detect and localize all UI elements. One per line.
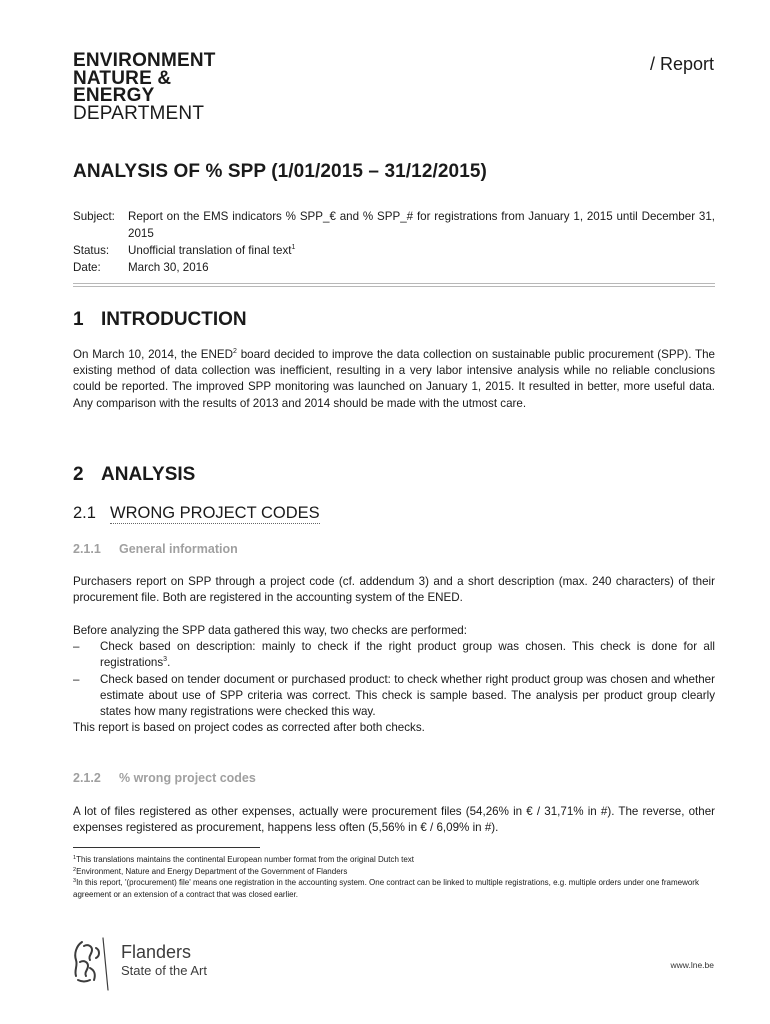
flanders-logo-tagline: State of the Art — [121, 963, 207, 978]
heading-number: 2 — [73, 464, 84, 485]
report-title: ANALYSIS OF % SPP (1/01/2015 – 31/12/2015) — [73, 161, 487, 182]
footnote-text: Environment, Nature and Energy Department of the Government of Flanders — [76, 866, 348, 876]
introduction-paragraph — [73, 347, 715, 412]
basis-statement: This report is based on project codes as corrected after both checks. — [73, 721, 425, 735]
heading-text: % wrong project codes — [119, 771, 256, 785]
check-description-text: Check based on description: mainly to check if the right product group was chosen. This check is done for all registrations — [100, 640, 715, 670]
heading-number: 2.1 — [73, 504, 96, 522]
department-line-4: DEPARTMENT — [73, 102, 205, 124]
heading-text: ANALYSIS — [101, 464, 196, 485]
status-value: Unofficial translation of final text — [128, 244, 292, 257]
intro-text-a: On March 10, 2014, the ENED — [73, 348, 234, 361]
department-line-3: ENERGY — [73, 85, 155, 106]
subject-label: Subject: — [73, 210, 115, 223]
check-description-end: . — [167, 656, 171, 670]
footnote-2 — [73, 866, 715, 878]
footnote-ref-2[interactable]: 2 — [233, 348, 237, 355]
checks-list — [73, 639, 715, 720]
status-value-wrap — [128, 242, 715, 259]
footnote-1 — [73, 854, 715, 866]
footnote-number: 2 — [73, 866, 77, 873]
footnote-ref-3[interactable]: 3 — [163, 656, 168, 664]
date-value: March 30, 2016 — [128, 261, 209, 274]
heading-number: 1 — [73, 309, 84, 330]
website-link[interactable]: www.lne.be — [670, 960, 714, 970]
footnote-3 — [73, 877, 715, 900]
heading-text: INTRODUCTION — [101, 309, 247, 330]
footnote-separator — [73, 847, 260, 848]
checks-intro: Before analyzing the SPP data gathered this way, two checks are performed: — [73, 624, 467, 637]
list-item — [73, 639, 715, 671]
heading-text: General information — [119, 542, 238, 556]
heading-number: 2.1.2 — [73, 771, 101, 785]
heading-number: 2.1.1 — [73, 542, 101, 556]
purchasers-paragraph: Purchasers report on SPP through a project code (cf. addendum 3) and a short description (max. 240 characters) of their procurement file. Both are registered in the accounting system of the ENED. — [73, 575, 715, 605]
report-metadata — [73, 208, 715, 276]
department-line-1: ENVIRONMENT — [73, 50, 216, 71]
status-label: Status: — [73, 244, 110, 257]
files-paragraph: A lot of files registered as other expenses, actually were procurement files (54,26% in € / 31,71% in #). The reverse, other expenses registered as procurement, happens less often (5,56% in € / 6,09% in #). — [73, 805, 715, 835]
list-item — [73, 672, 715, 721]
subject-row — [73, 208, 715, 242]
document-type-label: / Report — [649, 54, 714, 74]
flanders-lion-icon — [70, 936, 116, 992]
department-wordmark — [73, 52, 216, 122]
heading-analysis — [73, 464, 195, 486]
heading-wrong-project-codes-percent — [73, 771, 256, 785]
heading-wrong-project-codes — [73, 504, 320, 523]
check-tender-text: Check based on tender document or purchased product: to check whether right product group was chosen and whether estimate about use of SPP criteria was correct. This check is sample based. The analysis per product group clearly states how many registrations were checked this way. — [100, 672, 715, 719]
intro-text-b: board decided to improve the data collection on sustainable public procurement (SPP). The existing method of data collection was inefficient, resulting in a very labor intensive analysis while no reliable conclusions could be reported. The improved SPP monitoring was launched on January 1, 2015. It resulted in better, more useful data. Any comparison with the results of 2013 and 2014 should be made with the utmost care. — [73, 348, 715, 410]
footnote-ref-1[interactable]: 1 — [291, 244, 296, 251]
date-label: Date: — [73, 261, 101, 274]
heading-introduction — [73, 309, 247, 331]
department-line-2: NATURE & — [73, 67, 172, 89]
header-divider — [73, 283, 715, 287]
date-row — [73, 259, 715, 276]
heading-general-information — [73, 542, 238, 556]
heading-text-link[interactable]: WRONG PROJECT CODES — [110, 504, 320, 522]
footnote-number: 1 — [73, 855, 77, 861]
flanders-logo-name: Flanders — [121, 942, 192, 962]
bullet-dash: – — [73, 672, 80, 686]
bullet-dash: – — [73, 640, 80, 654]
footnote-text: In this report, '(procurement) file' means one registration in the accounting system. One contract can be linked to multiple registrations, e.g. multiple orders under one framework agreement or an extension of a contract that was closed earlier. — [73, 878, 699, 899]
footnote-text: This translations maintains the continental European number format from the original Dutch text — [76, 855, 415, 864]
checks-block — [73, 623, 715, 736]
subject-value: Report on the EMS indicators % SPP_€ and % SPP_# for registrations from January 1, 2015 until December 31, 2015 — [128, 210, 715, 240]
status-row — [73, 242, 715, 259]
footnotes — [73, 854, 715, 900]
footnote-number: 3 — [73, 878, 77, 884]
